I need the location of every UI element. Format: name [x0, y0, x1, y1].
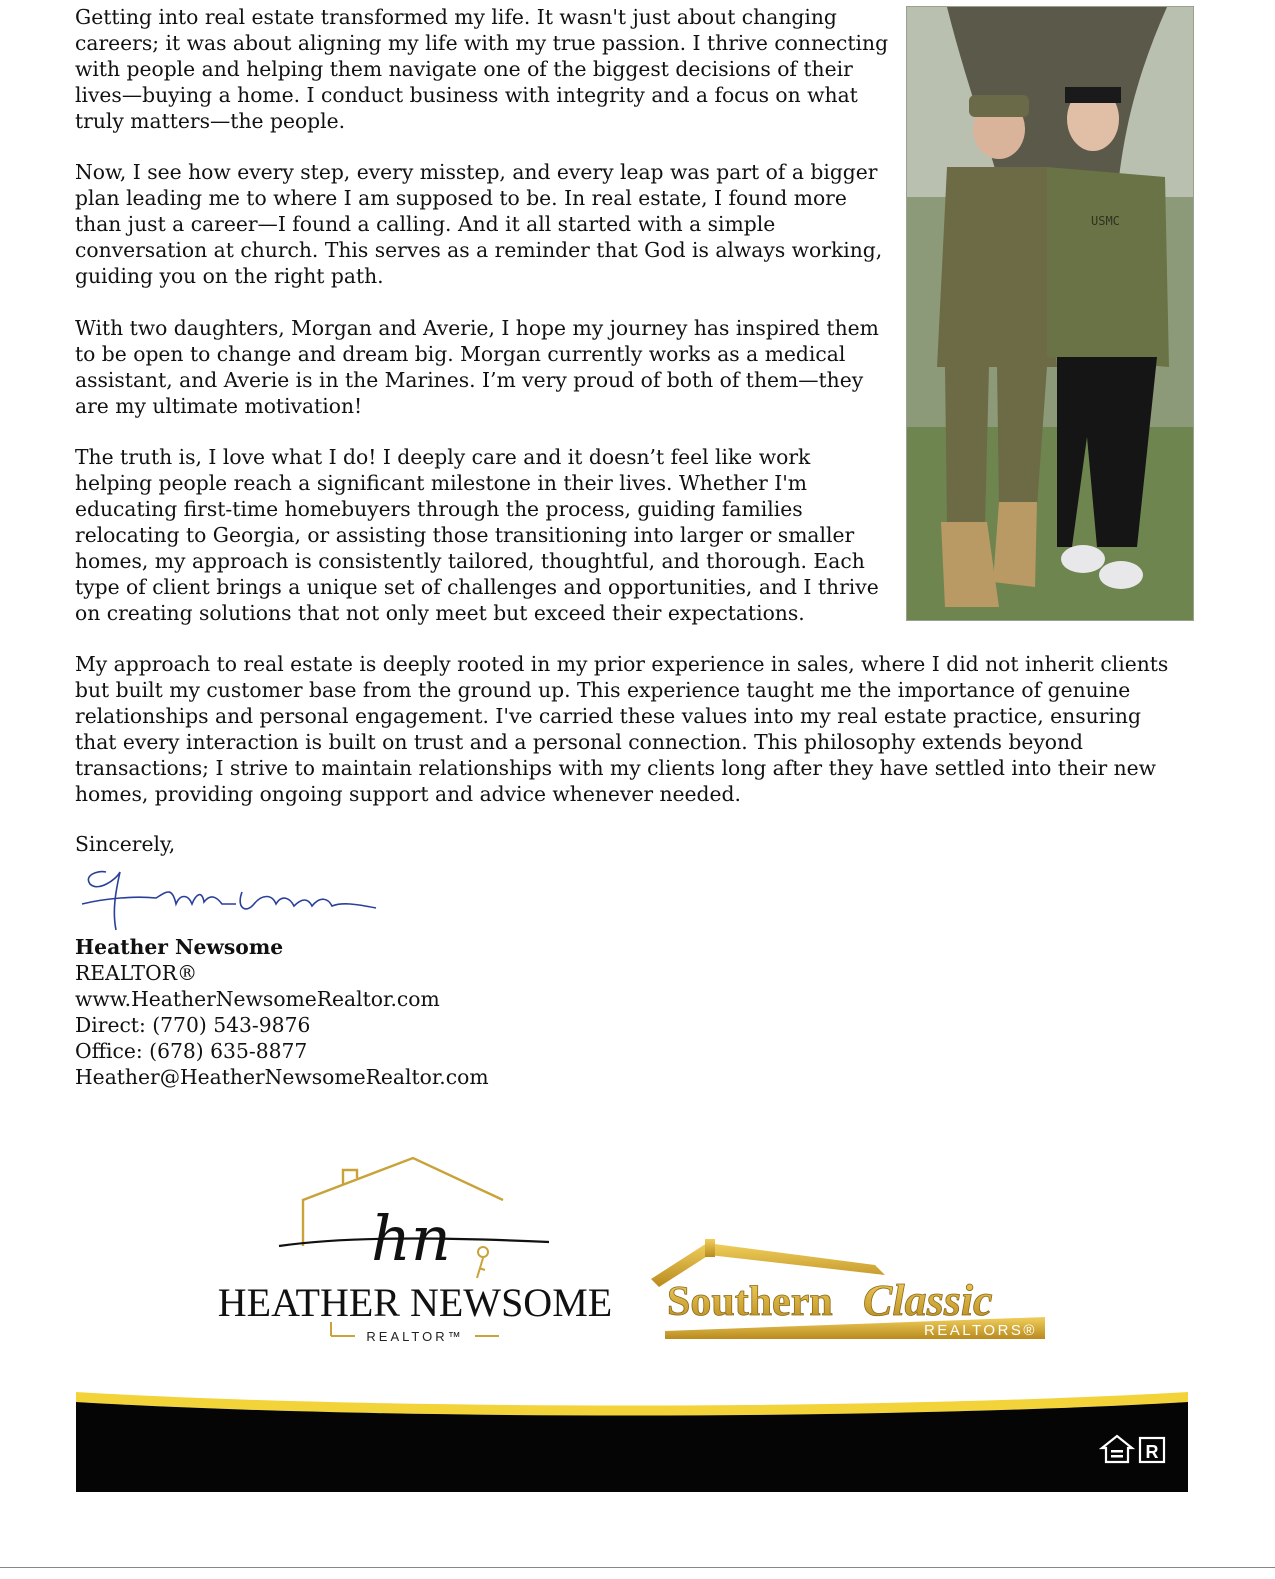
heather-newsome-logo [215, 1150, 615, 1350]
logo-subtitle: REALTOR™ [366, 1329, 464, 1344]
southern-classic-logo [645, 1235, 1050, 1350]
paragraph-5: My approach to real estate is deeply rooted in my prior experience in sales, where I did not inherit clients but built my customer base from the ground up. This experience taught me the importance of genuine relationships and personal engagement. I've carried these values into my real estate practice, ensuring that every interaction is built on trust and a personal connection. This philosophy extends beyond transactions; I strive to maintain relationships with my clients long after they have settled into their new homes, providing ongoing support and advice whenever needed. [75, 652, 1169, 806]
logo-name: HEATHER NEWSOME [217, 1280, 613, 1325]
contact-email[interactable]: Heather@HeatherNewsomeRealtor.com [75, 1065, 489, 1089]
handwritten-signature [76, 864, 386, 934]
shirt-text: USMC [1091, 214, 1120, 228]
contact-title: REALTOR® [75, 961, 198, 985]
paragraph-4: The truth is, I love what I do! I deeply care and it doesn’t feel like work helping people reach a significant milestone in their lives. Whether I'm educating first-time homebuyers through the process, guiding families relocating to Georgia, or assisting those transitioning into larger or smaller homes, my approach is consistently tailored, thoughtful, and thorough. Each type of client brings a unique set of challenges and opportunities, and I thrive on creating solutions that not only meet but exceed their expectations. [75, 445, 879, 625]
logo-brokerage-subtitle: REALTORS® [923, 1322, 1037, 1339]
logo-monogram: hn [371, 1202, 451, 1275]
family-photo-illustration [907, 7, 1193, 620]
contact-block [75, 934, 489, 1090]
contact-office-phone: Office: (678) 635-8877 [75, 1039, 308, 1063]
closing: Sincerely, [75, 832, 176, 856]
svg-text:R: R [1145, 1442, 1159, 1462]
paragraph-1: Getting into real estate transformed my life. It wasn't just about changing careers; it was about aligning my life with my true passion. I thrive connecting with people and helping them navigate one of the biggest decisions of their lives—buying a home. I conduct business with integrity and a focus on what truly matters—the people. [75, 5, 889, 133]
footer-band [76, 1390, 1188, 1492]
logo-brokerage-name-1: Southern [667, 1279, 833, 1325]
family-photo [906, 6, 1194, 621]
contact-website[interactable]: www.HeatherNewsomeRealtor.com [75, 987, 440, 1011]
logo-brokerage-name-2: Classic [863, 1276, 993, 1325]
contact-direct-phone: Direct: (770) 543-9876 [75, 1013, 311, 1037]
paragraph-2: Now, I see how every step, every misstep, and every leap was part of a bigger plan leading me to where I am supposed to be. In real estate, I found more than just a career—I found a calling. And it all started with a simple conversation at church. This serves as a reminder that God is always working, guiding you on the right path. [75, 160, 883, 288]
contact-name: Heather Newsome [75, 935, 284, 959]
paragraph-3: With two daughters, Morgan and Averie, I hope my journey has inspired them to be open to change and dream big. Morgan currently works as a medical assistant, and Averie is in the Marines. I’m very proud of both of them—they are my ultimate motivation! [75, 316, 879, 418]
page-bottom-rule [0, 1567, 1275, 1568]
